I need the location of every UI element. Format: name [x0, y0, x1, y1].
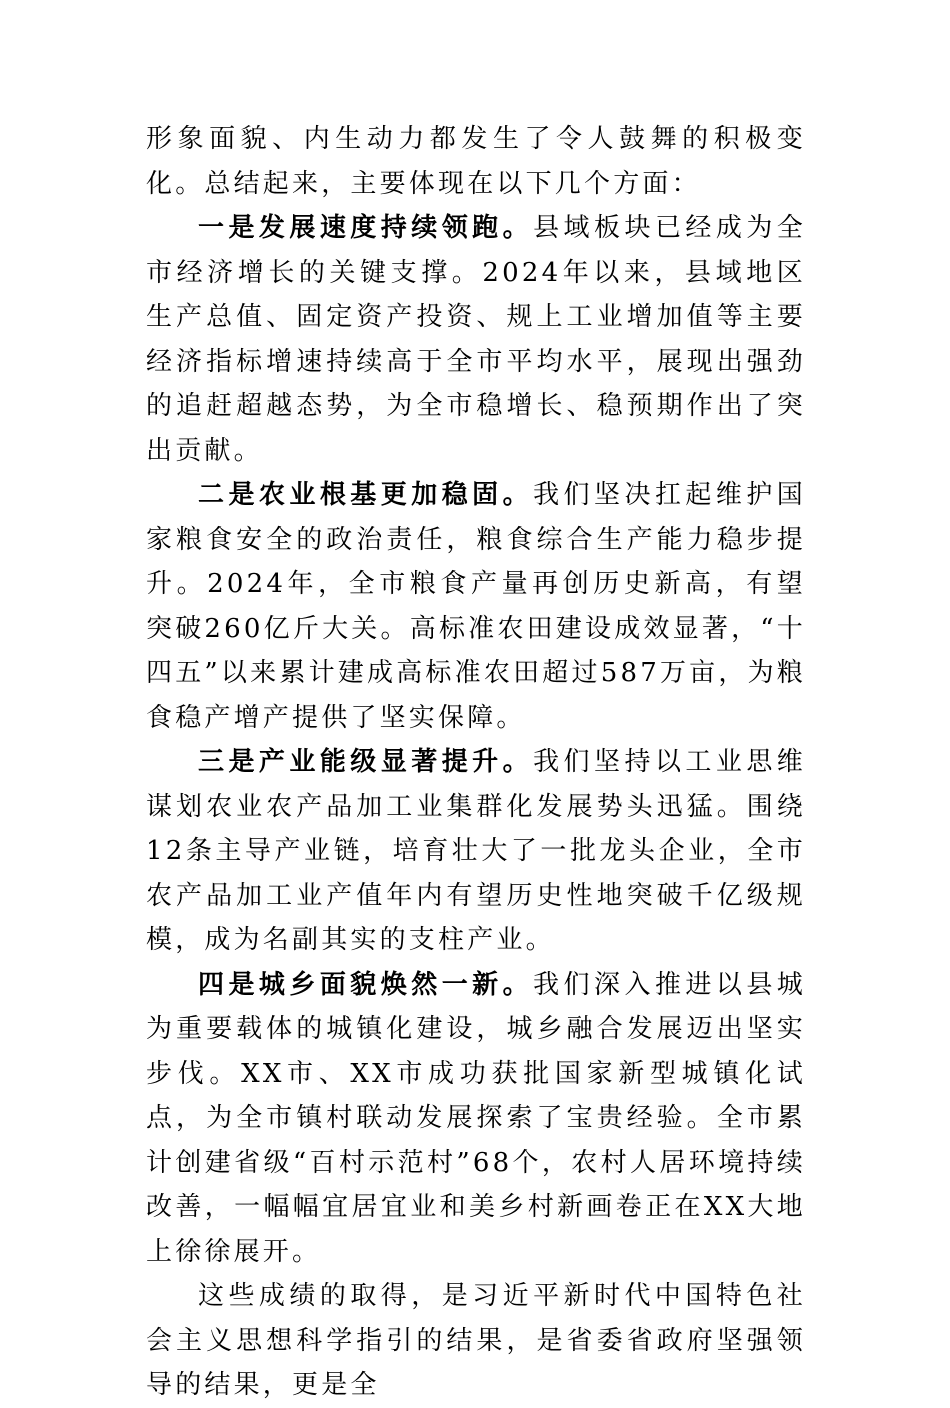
- paragraph-heading: 一是发展速度持续领跑。: [198, 213, 534, 243]
- paragraph-text: 我们深入推进以县城为重要载体的城镇化建设，城乡融合发展迈出坚实步伐。XX市、XX市成功获批国家新型城镇化试点，为全市镇村联动发展探索了宝贵经验。全市累计创建省级“百村示范村”68个，农村人居环境持续改善，一幅幅宜居宜业和美乡村新画卷正在XX大地上徐徐展开。: [146, 969, 806, 1267]
- paragraph-intro-continuation: [146, 117, 806, 206]
- paragraph-text: 形象面貌、内生动力都发生了令人鼓舞的积极变化。总结起来，主要体现在以下几个方面：: [146, 124, 806, 199]
- paragraph-text: 这些成绩的取得，是习近平新时代中国特色社会主义思想科学指引的结果，是省委省政府坚强领导的结果，更是全: [146, 1281, 806, 1400]
- paragraph-heading: 四是城乡面貌焕然一新。: [198, 969, 534, 1000]
- paragraph-text: 县域板块已经成为全市经济增长的关键支撑。2024年以来，县域地区生产总值、固定资产投资、规上工业增加值等主要经济指标增速持续高于全市平均水平，展现出强劲的追赶超越态势，为全市稳增长、稳预期作出了突出贡献。: [146, 213, 806, 466]
- paragraph-point-4: [146, 963, 806, 1275]
- paragraph-conclusion: [146, 1274, 806, 1408]
- paragraph-heading: 二是农业根基更加稳固。: [198, 480, 534, 510]
- paragraph-point-3: [146, 740, 806, 963]
- paragraph-text: 我们坚决扛起维护国家粮食安全的政治责任，粮食综合生产能力稳步提升。2024年，全市粮食产量再创历史新高，有望突破260亿斤大关。高标准农田建设成效显著，“十四五”以来累计建成高标准农田超过587万亩，为粮食稳产增产提供了坚实保障。: [146, 480, 806, 733]
- paragraph-text: 我们坚持以工业思维谋划农业农产品加工业集群化发展势头迅猛。围绕12条主导产业链，培育壮大了一批龙头企业，全市农产品加工业产值年内有望历史性地突破千亿级规模，成为名副其实的支柱产业。: [146, 747, 806, 955]
- paragraph-point-2: [146, 473, 806, 740]
- document-page: [146, 117, 806, 1408]
- paragraph-point-1: [146, 206, 806, 473]
- paragraph-heading: 三是产业能级显著提升。: [198, 747, 534, 777]
